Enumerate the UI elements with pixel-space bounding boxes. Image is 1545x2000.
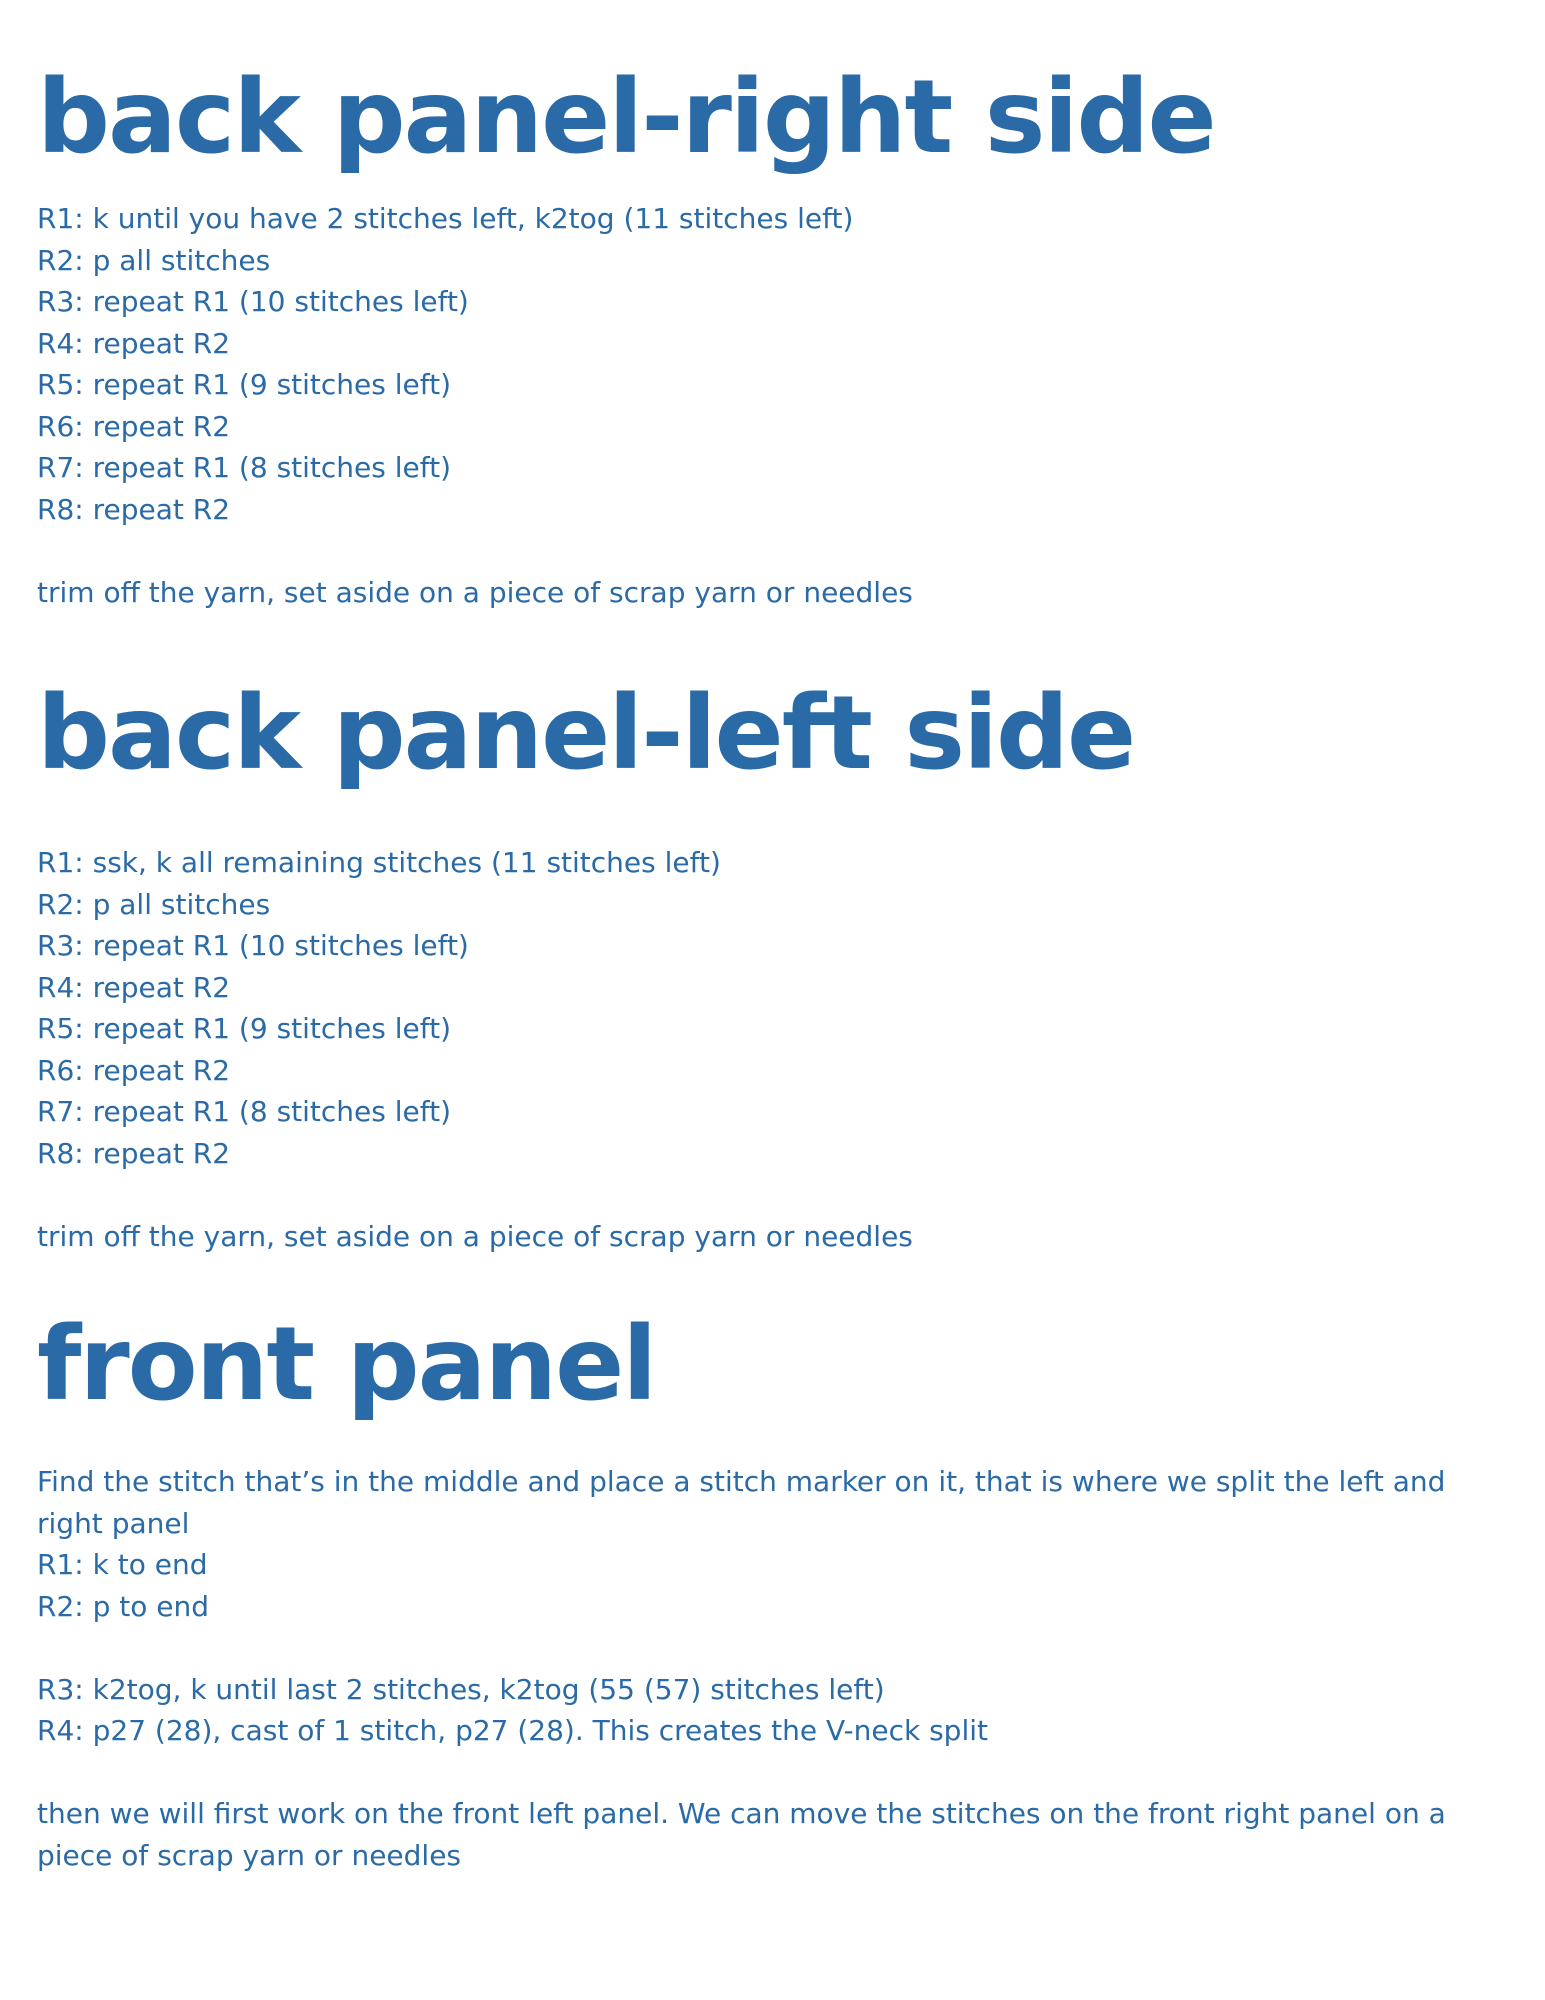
instructions-front-panel [37, 1461, 1507, 1876]
section-note: trim off the yarn, set aside on a piece of scrap yarn or needles [37, 575, 913, 609]
row-instruction: R7: repeat R1 (8 stitches left) [37, 1095, 452, 1128]
heading-back-panel-right-side: back panel-right side [37, 58, 1215, 177]
row-instruction: R6: repeat R2 [37, 1053, 231, 1087]
row-instruction: R4: p27 (28), cast of 1 stitch, p27 (28). This creates the V-neck split [37, 1714, 988, 1747]
row-instruction: R4: repeat R2 [37, 970, 231, 1004]
row-instruction: R2: p all stitches [37, 887, 271, 921]
row-instruction: R3: k2tog, k until last 2 stitches, k2tog (55 (57) stitches left) [37, 1672, 885, 1706]
row-instruction: R1: ssk, k all remaining stitches (11 stitches left) [37, 846, 721, 879]
row-instruction: R4: repeat R2 [37, 326, 231, 360]
row-instruction: R5: repeat R1 (9 stitches left) [37, 368, 452, 401]
instructions-back-panel-right-side [37, 198, 1507, 613]
intro-text: right panel [37, 1506, 190, 1540]
section-note: trim off the yarn, set aside on a piece of scrap yarn or needles [37, 1219, 913, 1253]
row-instruction: R8: repeat R2 [37, 1136, 231, 1170]
heading-front-panel: front panel [37, 1305, 656, 1424]
intro-text: Find the stitch that’s in the middle and place a stitch marker on it, that is where we split the left and [37, 1465, 1446, 1498]
row-instruction: R1: k to end [37, 1548, 208, 1581]
row-instruction: R6: repeat R2 [37, 409, 231, 443]
row-instruction: R3: repeat R1 (10 stitches left) [37, 285, 469, 318]
row-instruction: R7: repeat R1 (8 stitches left) [37, 451, 452, 484]
heading-back-panel-left-side: back panel-left side [37, 674, 1135, 793]
row-instruction: R8: repeat R2 [37, 492, 231, 526]
instructions-back-panel-left-side [37, 842, 1507, 1257]
row-instruction: R2: p to end [37, 1589, 210, 1623]
row-instruction: R5: repeat R1 (9 stitches left) [37, 1012, 452, 1045]
section-note: piece of scrap yarn or needles [37, 1838, 462, 1872]
section-note: then we will first work on the front left panel. We can move the stitches on the front right panel on a [37, 1797, 1446, 1830]
row-instruction: R1: k until you have 2 stitches left, k2tog (11 stitches left) [37, 202, 854, 235]
row-instruction: R2: p all stitches [37, 243, 271, 277]
row-instruction: R3: repeat R1 (10 stitches left) [37, 929, 469, 962]
